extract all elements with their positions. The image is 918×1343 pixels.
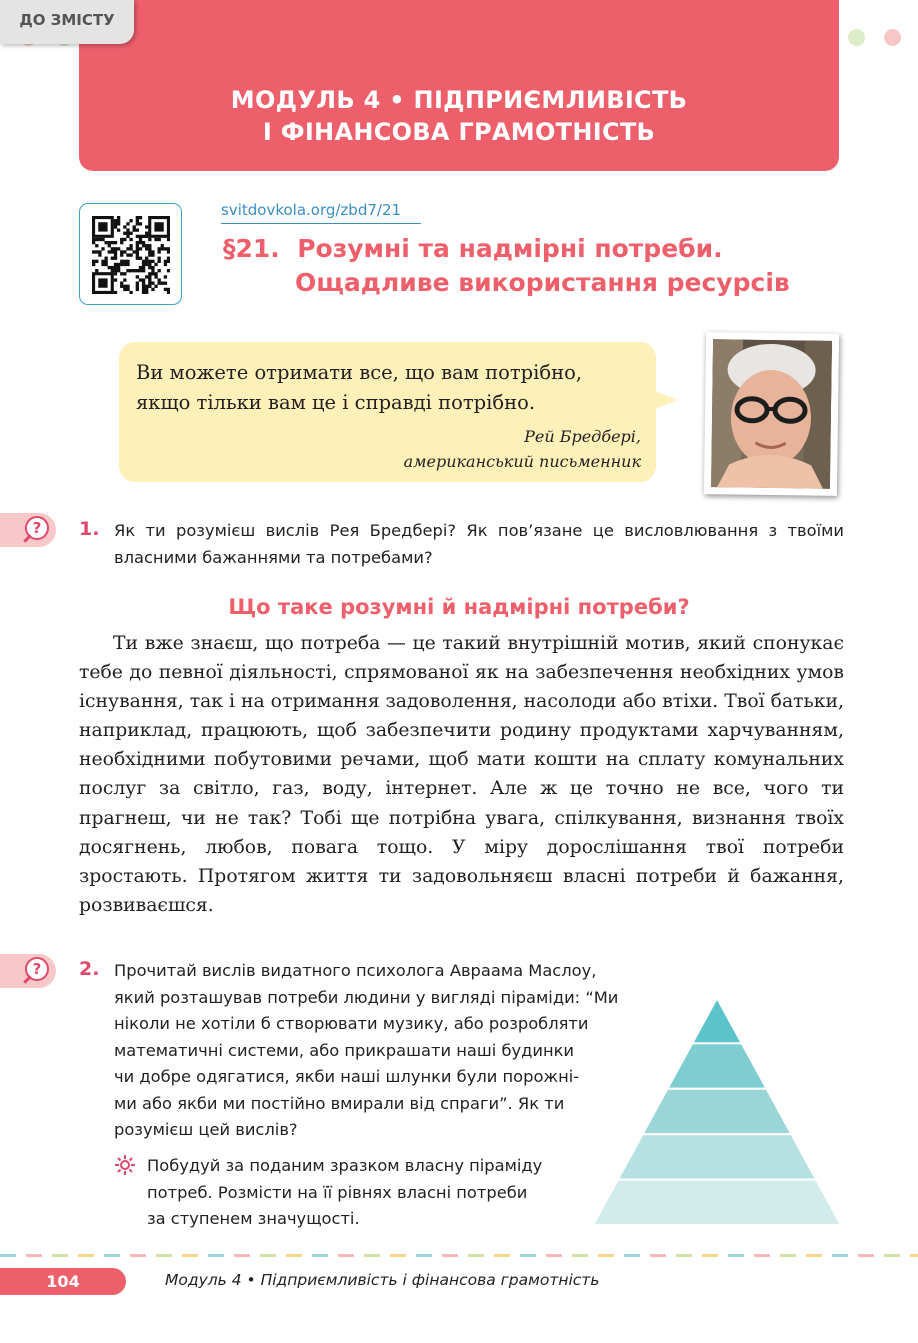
task1-number: 1. bbox=[79, 518, 100, 540]
dash-segment bbox=[182, 1254, 198, 1257]
dash-segment bbox=[806, 1254, 822, 1257]
quote-bubble-tail bbox=[652, 390, 678, 410]
dash-segment bbox=[416, 1254, 432, 1257]
section-title-line2: Ощадливе використання ресурсів bbox=[295, 268, 790, 297]
quote-line2: якщо тільки вам це і справді потрібно. bbox=[136, 391, 536, 414]
task2-line: чи добре одягатися, якби наші шлунки були порожні- bbox=[114, 1067, 580, 1086]
decorative-dot bbox=[848, 29, 865, 46]
author-photo bbox=[704, 332, 839, 496]
decorative-dot bbox=[884, 29, 901, 46]
url-underline bbox=[221, 223, 421, 224]
portrait-photo-icon bbox=[711, 339, 832, 489]
dash-segment bbox=[676, 1254, 692, 1257]
decorative-dashed-line bbox=[0, 1254, 918, 1258]
dash-segment bbox=[234, 1254, 250, 1257]
task2-line: розумієш цей вислів? bbox=[114, 1120, 298, 1139]
sun-icon bbox=[115, 1155, 135, 1175]
module-title bbox=[79, 84, 839, 148]
task2-line: який розташував потреби людини у вигляді піраміди: “Ми bbox=[114, 987, 619, 1007]
pyramid-level-4 bbox=[618, 1134, 816, 1179]
dash-segment bbox=[156, 1254, 172, 1257]
question-marker-1 bbox=[0, 513, 56, 547]
dash-segment bbox=[520, 1254, 536, 1257]
task2-line: ми або якби ми постійно вмирали від спраги”. Як ти bbox=[114, 1093, 565, 1113]
dash-segment bbox=[0, 1254, 16, 1257]
section-url-link[interactable]: svitdovkola.org/zbd7/21 bbox=[221, 201, 402, 219]
dash-segment bbox=[572, 1254, 588, 1257]
dash-segment bbox=[442, 1254, 458, 1257]
question-magnifier-icon: ? bbox=[25, 957, 49, 981]
dash-segment bbox=[208, 1254, 224, 1257]
pyramid-level-3 bbox=[643, 1089, 792, 1134]
question-magnifier-icon: ? bbox=[25, 516, 49, 540]
section-number: §21. bbox=[223, 234, 280, 263]
task2-line: математичні системи, або прикрашати наші будинки bbox=[114, 1040, 575, 1060]
section-title-text1: Розумні та надмірні потреби. bbox=[297, 234, 723, 263]
task2-line: Прочитай вислів видатного психолога Авраама Маслоу, bbox=[114, 961, 597, 980]
toc-button[interactable]: ДО ЗМІСТУ bbox=[0, 0, 134, 44]
needs-pyramid bbox=[593, 998, 841, 1226]
dash-segment bbox=[78, 1254, 94, 1257]
running-title: Модуль 4 • Підприємливість і фінансова грамотність bbox=[165, 1271, 600, 1289]
quote-text bbox=[136, 358, 636, 418]
subtask-line: Побудуй за поданим зразком власну піраміду bbox=[147, 1156, 543, 1175]
module-title-line1: МОДУЛЬ 4 • ПІДПРИЄМЛИВІСТЬ bbox=[230, 86, 688, 114]
task1-text: Як ти розумієш вислів Рея Бредбері? Як пов’язане це висловлювання з твоїми власними бажаннями та потребами? bbox=[114, 521, 844, 567]
dash-segment bbox=[364, 1254, 380, 1257]
dash-segment bbox=[702, 1254, 718, 1257]
module-title-line2: І ФІНАНСОВА ГРАМОТНІСТЬ bbox=[262, 118, 656, 146]
section-title bbox=[223, 232, 863, 300]
qr-code[interactable] bbox=[79, 203, 182, 305]
dash-segment bbox=[390, 1254, 406, 1257]
task2-subtask bbox=[147, 1153, 597, 1233]
subtask-line: потреб. Розмісти на її рівнях власні потреби bbox=[147, 1182, 528, 1202]
dash-segment bbox=[754, 1254, 770, 1257]
dash-segment bbox=[650, 1254, 666, 1257]
dash-segment bbox=[780, 1254, 796, 1257]
dash-segment bbox=[130, 1254, 146, 1257]
main-paragraph: Ти вже знаєш, що потреба — це такий внутрішній мотив, який спонукає тебе до певної діяльності, спрямованої як на забезпечення необхідних умов існування, так і на отримання задоволення, насолоди або втіхи. Твої батьки, наприклад, працюють, щоб забезпечити родину продуктами харчуванням, необхідними побутовими речами, щоб мати кошти на сплату комунальних послуг за світло, газ, воду, інтернет. Але ж це точно не все, чого ти прагнеш, чи не так? Тобі ще потрібна увага, спілкування, визнання твоїх досягнень, любов, повага тощо. У міру дорослішання твої потреби зростають. Протягом життя ти задовольняєш власні потреби й бажання, розвиваєшся. bbox=[79, 633, 844, 916]
task2-line: ніколи не хотіли б створювати музику, або розробляти bbox=[114, 1014, 589, 1033]
dash-segment bbox=[312, 1254, 328, 1257]
dash-segment bbox=[624, 1254, 640, 1257]
subtask-line: за ступенем значущості. bbox=[147, 1209, 360, 1228]
dash-segment bbox=[494, 1254, 510, 1257]
quote-author-name: Рей Бредбері, bbox=[524, 427, 641, 446]
dash-segment bbox=[910, 1254, 918, 1257]
pyramid-level-1 bbox=[692, 998, 742, 1043]
dash-segment bbox=[884, 1254, 900, 1257]
dash-segment bbox=[858, 1254, 874, 1257]
dash-segment bbox=[468, 1254, 484, 1257]
qr-code-icon bbox=[92, 216, 170, 294]
pyramid-level-5 bbox=[593, 1180, 841, 1225]
dash-segment bbox=[260, 1254, 276, 1257]
dash-segment bbox=[286, 1254, 302, 1257]
dash-segment bbox=[104, 1254, 120, 1257]
dash-segment bbox=[728, 1254, 744, 1257]
dash-segment bbox=[26, 1254, 42, 1257]
pyramid-level-2 bbox=[667, 1043, 766, 1088]
dash-segment bbox=[52, 1254, 68, 1257]
dash-segment bbox=[598, 1254, 614, 1257]
quote-author-role: американський письменник bbox=[403, 452, 641, 471]
quote-line1: Ви можете отримати все, що вам потрібно, bbox=[136, 361, 583, 384]
dash-segment bbox=[338, 1254, 354, 1257]
dash-segment bbox=[832, 1254, 848, 1257]
task2-number: 2. bbox=[79, 958, 100, 980]
page-number: 104 bbox=[0, 1268, 126, 1295]
subheading: Що таке розумні й надмірні потреби? bbox=[228, 595, 690, 619]
dash-segment bbox=[546, 1254, 562, 1257]
section-title-line1 bbox=[223, 232, 863, 266]
question-marker-2 bbox=[0, 954, 56, 988]
quote-author bbox=[300, 424, 641, 474]
